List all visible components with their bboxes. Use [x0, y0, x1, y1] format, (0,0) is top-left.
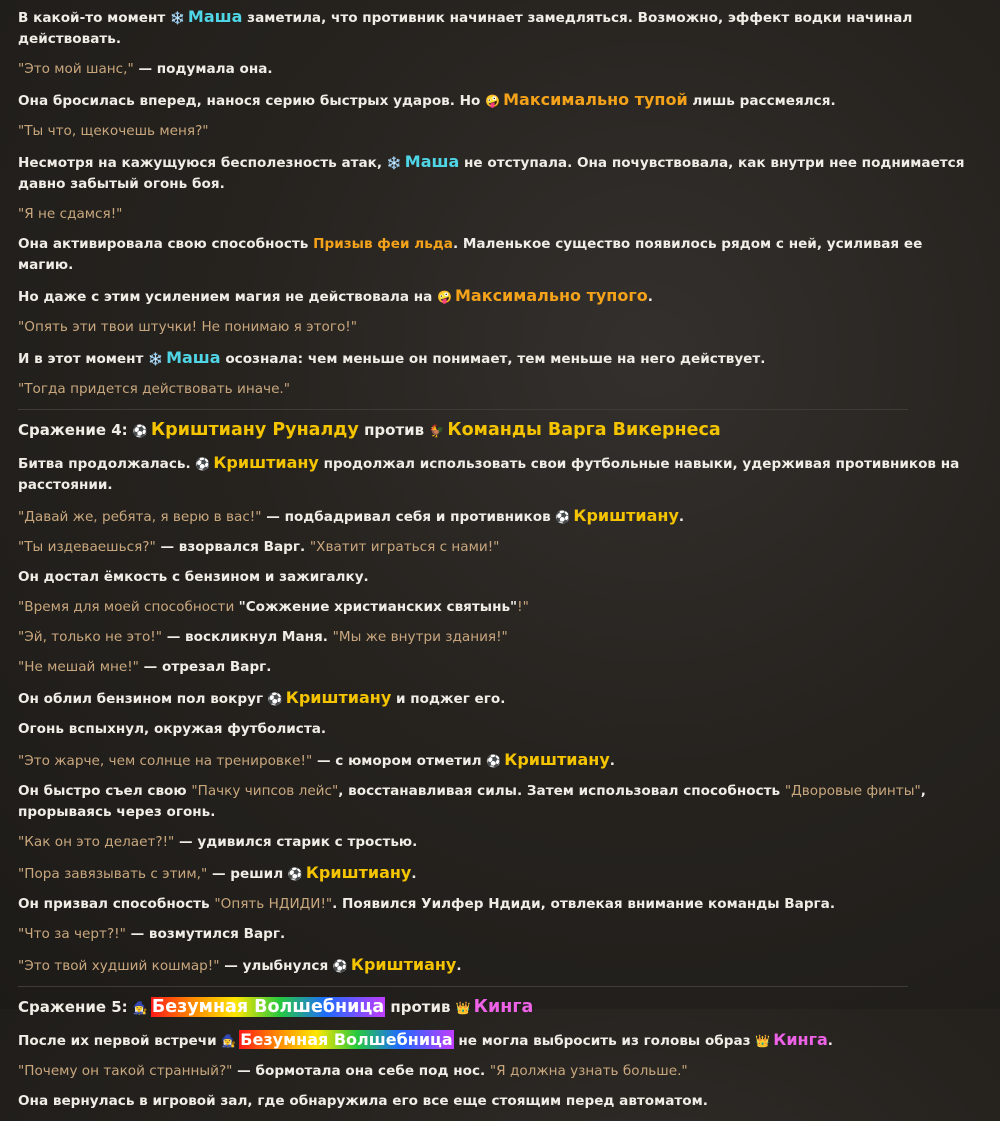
story-paragraph [18, 204, 978, 225]
dialogue-quote: "Не мешай мне!" [18, 659, 139, 675]
ability-name: "Сожжение христианских святынь" [238, 599, 518, 615]
character-name-cristiano: Криштиану [573, 506, 679, 525]
narration-text: не могла выбросить из головы образ [453, 1033, 756, 1049]
story-paragraph [18, 537, 978, 558]
narration-text: — улыбнулся [219, 958, 333, 974]
narration-text: лишь рассмеялся. [687, 93, 836, 109]
dialogue-quote: "Мы же внутри здания!" [332, 629, 508, 645]
story-paragraph [18, 505, 978, 528]
zany-face-icon: 🤪 [437, 290, 452, 304]
narration-text: Она активировала свою способность [18, 236, 314, 252]
narration-text: — удивился старик с тростью. [174, 834, 418, 850]
narration-text: — возмутился Варг. [125, 926, 286, 942]
battle-heading [18, 997, 978, 1019]
mage-icon: 🧙‍♀️ [221, 1034, 237, 1048]
character-name-mad-sorceress: Безумная Волшебница [240, 1030, 453, 1049]
narration-text: , прорываясь через огонь. [18, 783, 926, 820]
narration-text: Битва продолжалась. [18, 456, 196, 472]
narration-text: . Маленькое существо появилось рядом с ней, усиливая ее магию. [18, 236, 923, 273]
story-paragraph [18, 657, 978, 678]
crown-icon: 👑 [455, 1001, 471, 1015]
dialogue-quote: "Давай же, ребята, я верю в вас!" [18, 509, 262, 525]
story-paragraph [18, 719, 978, 740]
character-name-masha: Маша [166, 348, 221, 367]
soccer-ball-icon: ⚽ [287, 867, 303, 881]
snowflake-icon: ❄️ [386, 156, 402, 170]
soccer-ball-icon: ⚽ [267, 692, 283, 706]
narration-text: , восстанавливая силы. Затем использовал способность [338, 783, 785, 799]
story-paragraph [18, 832, 978, 853]
story-paragraph [18, 627, 978, 648]
character-name-mad-sorceress: Безумная Волшебница [151, 997, 385, 1017]
narration-text: . [456, 958, 462, 974]
narration-text: . [827, 1033, 833, 1049]
dialogue-quote: "Что за черт?!" [18, 926, 126, 942]
story-paragraph [18, 59, 978, 80]
character-name-cristiano: Криштиану [350, 955, 457, 974]
dialogue-quote: "Я должна узнать больше." [489, 1063, 688, 1079]
story-paragraph [18, 597, 978, 618]
narration-text: — бормотала она себе под нос. [232, 1063, 490, 1079]
story-paragraph [18, 781, 978, 823]
dialogue-quote: "Это твой худший кошмар!" [18, 958, 220, 974]
soccer-ball-icon: ⚽ [486, 754, 502, 768]
story-paragraph [18, 452, 978, 496]
snowflake-icon: ❄️ [148, 352, 164, 366]
character-name-masha: Маша [404, 152, 460, 171]
character-name-dumbest: Максимально тупого [454, 286, 648, 305]
narration-text: . Появился Уилфер Ндиди, отвлекая внимание команды Варга. [332, 896, 835, 912]
character-name-cristiano: Криштиану [285, 688, 392, 707]
item-name: "Пачку чипсов лейс" [191, 783, 339, 799]
soccer-ball-icon: ⚽ [555, 510, 571, 524]
narration-text: . [678, 509, 685, 525]
character-name-masha: Маша [187, 7, 243, 26]
ability-name: Призыв феи льда [313, 236, 453, 252]
story-paragraph [18, 687, 978, 710]
narration-text: Он достал ёмкость с бензином и зажигалку. [18, 569, 369, 585]
character-name-cristiano: Криштиану Руналду [150, 420, 359, 440]
narration-text: — решил [207, 866, 288, 882]
story-log [18, 0, 978, 1121]
story-paragraph [18, 862, 978, 885]
narration-text: Он призвал способность [18, 896, 215, 912]
rooster-icon: 🐓 [429, 424, 445, 438]
character-name-king: Кинга [773, 1030, 828, 1049]
soccer-ball-icon: ⚽ [195, 457, 211, 471]
narration-text: Но даже с этим усилением магия не действовала на [18, 289, 438, 305]
battle-heading [18, 420, 978, 442]
narration-text: Он быстро съел свою [18, 783, 192, 799]
narration-text: . [609, 753, 615, 769]
narration-text: — отрезал Варг. [138, 659, 272, 675]
narration-text: Он облил бензином пол вокруг [18, 691, 268, 707]
story-paragraph [18, 894, 978, 915]
character-name-cristiano: Криштиану [213, 453, 319, 472]
story-paragraph [18, 347, 978, 370]
narration-text: — воскликнул Маня. [161, 629, 333, 645]
character-name-varg-team: Команды Варга Викернеса [447, 420, 721, 440]
dialogue-quote: "Это жарче, чем солнце на тренировке!" [18, 753, 313, 769]
dialogue-quote: "Ты издеваешься?" [18, 539, 156, 555]
narration-text: После их первой встречи [18, 1033, 222, 1049]
story-paragraph [18, 89, 978, 112]
zany-face-icon: 🤪 [485, 94, 501, 108]
story-paragraph [18, 317, 978, 338]
snowflake-icon: ❄️ [169, 11, 185, 25]
narration-text: . [411, 866, 417, 882]
story-paragraph [18, 954, 978, 977]
dialogue-quote: "Почему он такой странный?" [18, 1063, 233, 1079]
soccer-ball-icon: ⚽ [332, 959, 348, 973]
narration-text: В какой-то момент [18, 10, 170, 26]
dialogue-quote: "Опять эти твои штучки! Не понимаю я этого!" [18, 319, 357, 335]
narration-text: не отступала. Она почувствовала, как внутри нее поднимается давно забытый огонь боя. [18, 155, 965, 192]
narration-text: Она бросилась вперед, нанося серию быстрых ударов. Но [18, 93, 486, 109]
narration-text: — подбадривал себя и противников [261, 509, 556, 525]
dialogue-quote: "Тогда придется действовать иначе." [18, 381, 291, 397]
dialogue-quote: "Время для моей способности [18, 599, 239, 615]
narration-text: осознала: чем меньше он понимает, тем меньше на него действует. [220, 351, 766, 367]
narration-text: И в этот момент [18, 351, 149, 367]
story-paragraph [18, 924, 978, 945]
dialogue-quote: "Пора завязывать с этим," [18, 866, 208, 882]
dialogue-quote: "Как он это делает?!" [18, 834, 175, 850]
story-paragraph [18, 151, 978, 195]
narration-text: — с юмором отметил [312, 753, 487, 769]
versus-text: против [385, 998, 456, 1016]
soccer-ball-icon: ⚽ [132, 424, 148, 438]
battle-heading-label: Сражение 4: [18, 421, 133, 439]
story-paragraph [18, 379, 978, 400]
dialogue-quote: "Хватит играться с нами!" [309, 539, 500, 555]
story-paragraph [18, 1091, 978, 1112]
crown-icon: 👑 [755, 1034, 771, 1048]
story-paragraph [18, 121, 978, 142]
ability-name: "Дворовые финты" [784, 783, 921, 799]
narration-text: заметила, что противник начинает замедляться. Возможно, эффект водки начинал действовать. [18, 10, 913, 47]
narration-text: — подумала она. [133, 61, 273, 77]
narration-text: Несмотря на кажущуюся бесполезность атак, [18, 155, 387, 171]
character-name-cristiano: Криштиану [504, 750, 610, 769]
narration-text: продолжал использовать свои футбольные навыки, удерживая противников на расстоянии. [18, 456, 960, 493]
dialogue-quote: "Эй, только не это!" [18, 629, 162, 645]
narration-text: Она вернулась в игровой зал, где обнаружила его все еще стоящим перед автоматом. [18, 1093, 708, 1109]
story-paragraph [18, 285, 978, 308]
mage-icon: 🧙‍♀️ [132, 1001, 148, 1015]
battle-heading-label: Сражение 5: [18, 998, 133, 1016]
character-name-cristiano: Криштиану [305, 863, 412, 882]
story-paragraph [18, 749, 978, 772]
character-name-king: Кинга [473, 997, 534, 1017]
narration-text: . [647, 289, 653, 305]
narration-text: и поджег его. [391, 691, 506, 707]
story-paragraph [18, 1061, 978, 1082]
dialogue-quote: "Я не сдамся!" [18, 206, 123, 222]
dialogue-quote: "Ты что, щекочешь меня?" [18, 123, 209, 139]
dialogue-quote: "Это мой шанс," [18, 61, 134, 77]
versus-text: против [358, 421, 430, 439]
character-name-dumbest: Максимально тупой [503, 90, 688, 109]
story-paragraph [18, 234, 978, 276]
section-divider [18, 986, 908, 987]
story-paragraph [18, 6, 978, 50]
ability-name: "Опять НДИДИ!" [214, 896, 333, 912]
section-divider [18, 409, 908, 410]
narration-text: Огонь вспыхнул, окружая футболиста. [18, 721, 327, 737]
story-paragraph [18, 567, 978, 588]
story-paragraph [18, 1029, 978, 1052]
narration-text: — взорвался Варг. [155, 539, 310, 555]
dialogue-quote: !" [517, 599, 529, 615]
